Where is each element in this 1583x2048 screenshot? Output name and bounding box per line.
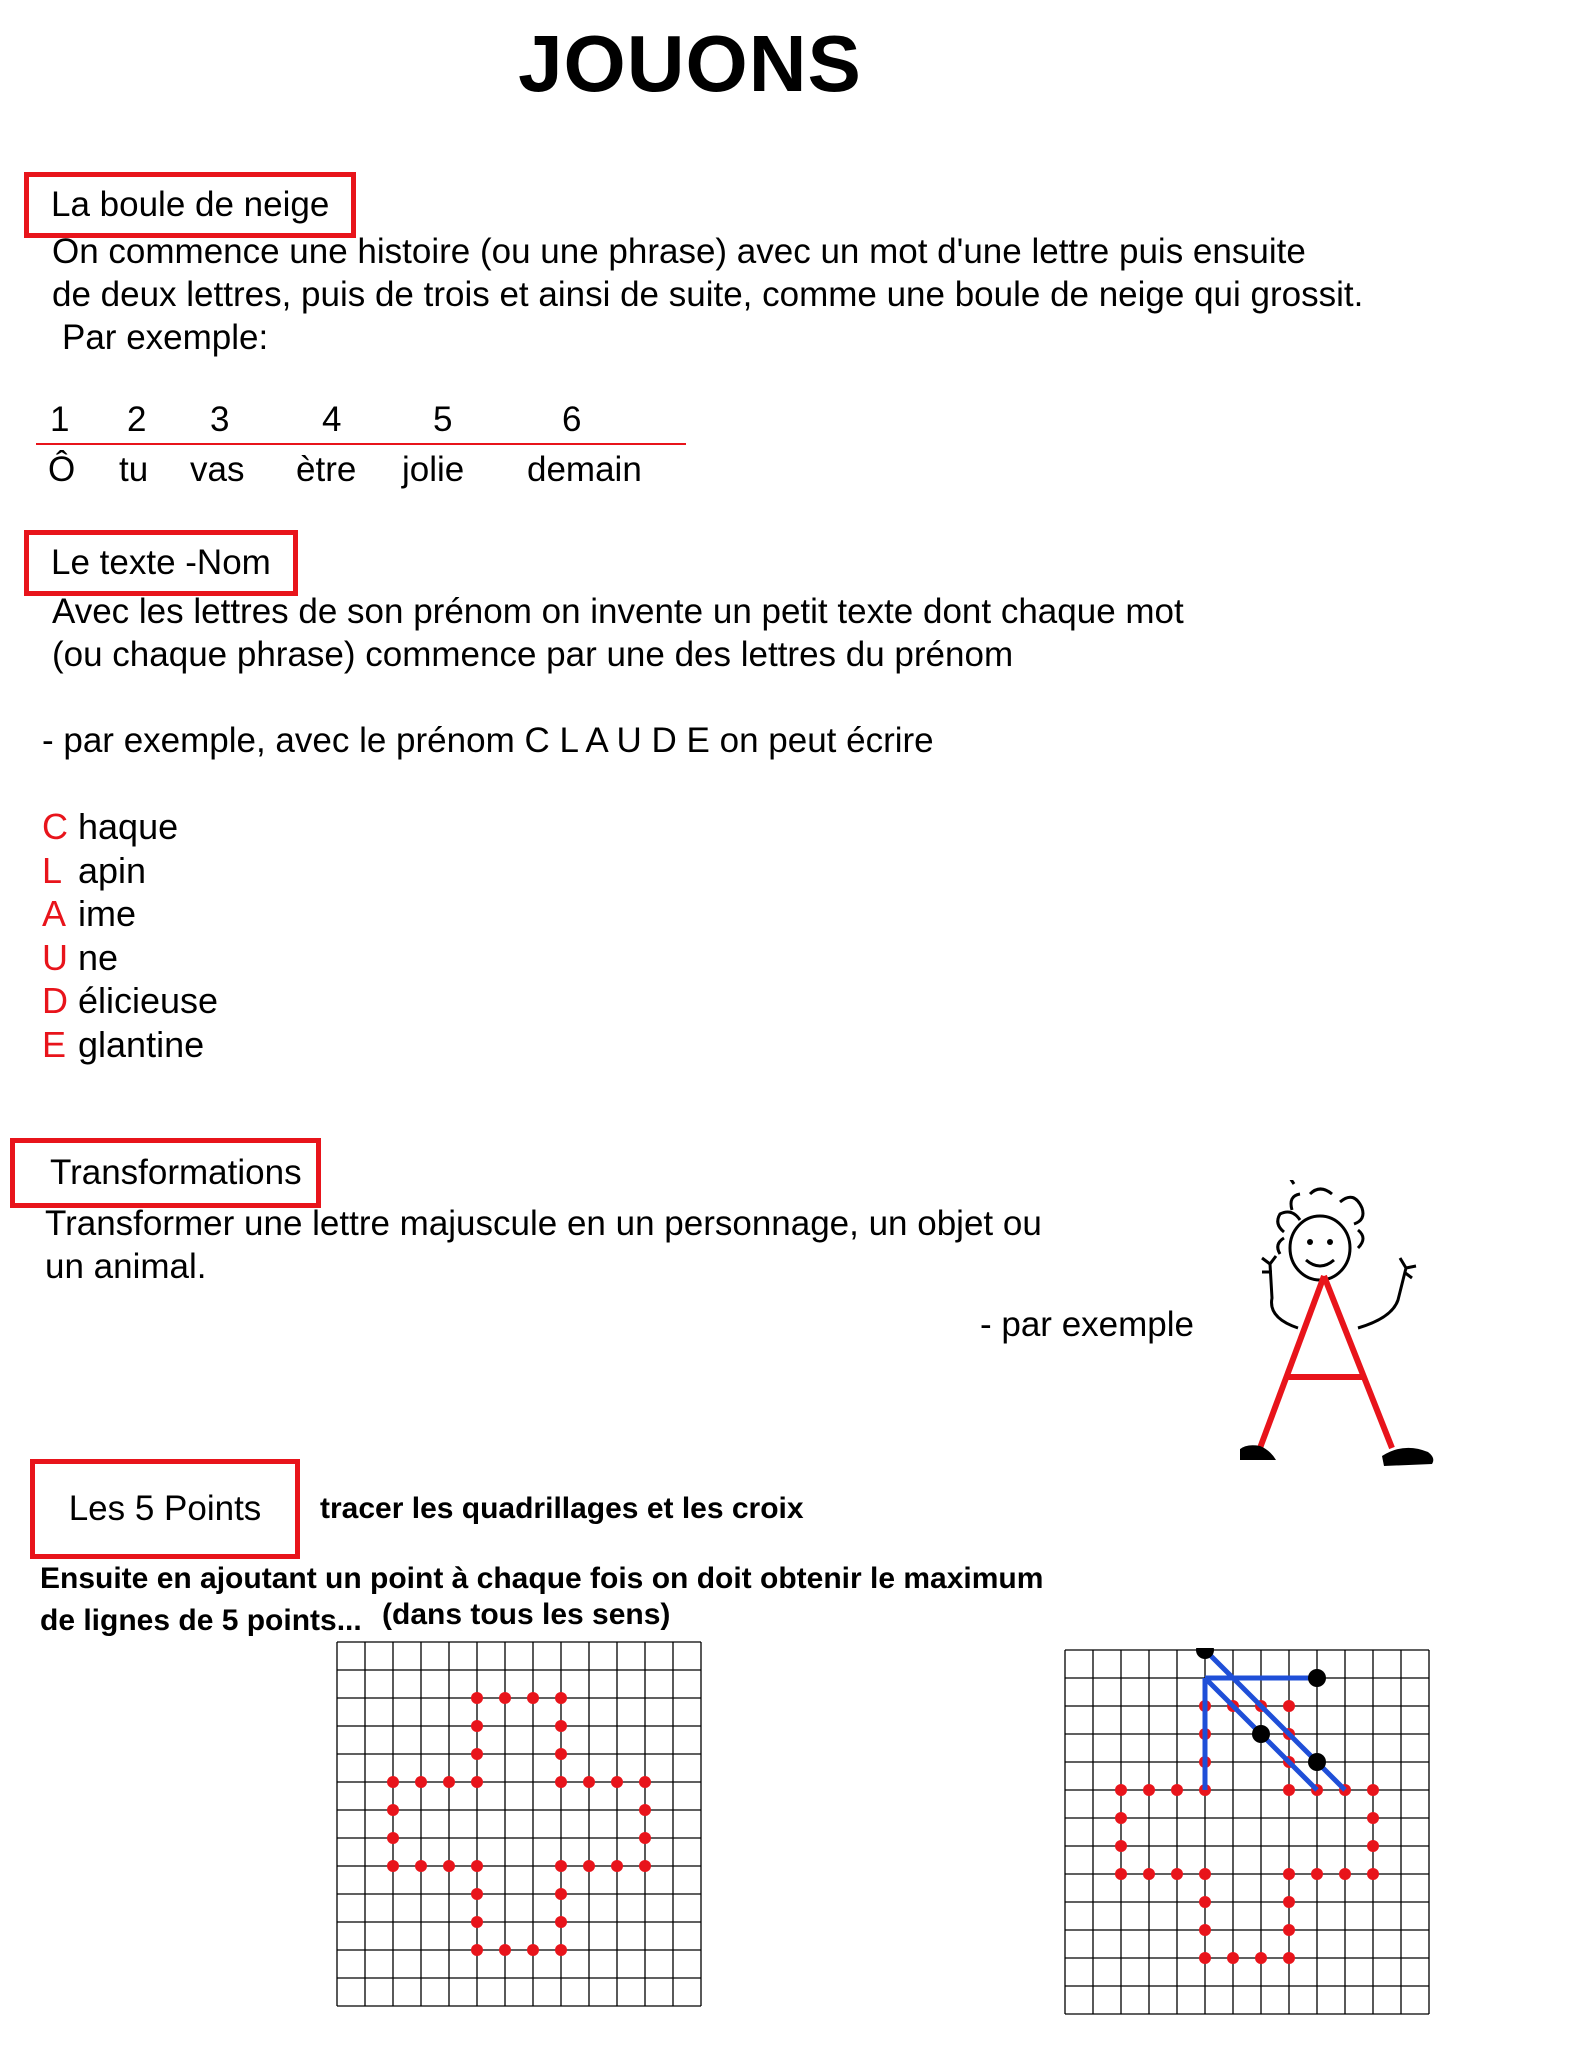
acrostic-item [42,979,218,1023]
grid-point [583,1776,595,1788]
number-3: 3 [210,400,230,439]
grid-point [527,1692,539,1704]
grid-point [1308,1753,1326,1771]
grid-point [1255,1952,1267,1964]
points-text-line1: Ensuite en ajoutant un point à chaque fois on doit obtenir le maximum [40,1562,1044,1595]
grid-point [471,1860,483,1872]
grid-point [387,1860,399,1872]
word-row [0,450,700,495]
grid-point [1227,1952,1239,1964]
word-3: vas [190,450,245,489]
word-1: Ô [48,450,76,489]
acrostic-item [42,805,218,849]
grid-point [639,1832,651,1844]
grid-point [639,1860,651,1872]
grid-point [611,1776,623,1788]
page-title: JOUONS [518,19,862,108]
grid-point [1143,1784,1155,1796]
grid-point [1339,1868,1351,1880]
acrostic-list [42,805,218,1066]
grid-point [387,1804,399,1816]
grid-point [555,1776,567,1788]
boule-text-line1: On commence une histoire (ou une phrase) avec un mot d'une lettre puis ensuite [52,232,1306,271]
grid-point [471,1748,483,1760]
acrostic-item [42,892,218,936]
transfo-example: - par exemple [980,1305,1194,1344]
acrostic-word: ime [78,893,137,934]
acrostic-item [42,1023,218,1067]
number-4: 4 [322,400,342,439]
grid-point [555,1888,567,1900]
grid-point [1283,1700,1295,1712]
grid-point [1283,1868,1295,1880]
word-2: tu [119,450,149,489]
grid-point [1367,1784,1379,1796]
acrostic-letter: L [42,849,63,891]
grid-point [1311,1868,1323,1880]
left-shoe-icon [1240,1445,1276,1460]
grid-point [1199,1896,1211,1908]
left-arm-icon [1262,1256,1298,1328]
grid-point [1143,1868,1155,1880]
points-text-line2b: (dans tous les sens) [382,1598,671,1631]
grid-point [471,1720,483,1732]
grid-point [1115,1812,1127,1824]
divider-line [36,443,686,445]
nom-text-line1: Avec les lettres de son prénom on invente un petit texte dont chaque mot [52,592,1184,631]
heading-texte-nom [24,530,298,596]
grid-point [1367,1840,1379,1852]
word-5: jolie [402,450,465,489]
word-4: ètre [296,450,357,489]
grid-point [639,1804,651,1816]
grid-point [471,1944,483,1956]
acrostic-item [42,936,218,980]
nom-example: - par exemple, avec le prénom C L A U D E on peut écrire [42,721,934,760]
added-line [1205,1650,1345,1790]
grid-point [443,1860,455,1872]
heading-label: Le texte -Nom [51,543,271,582]
number-5: 5 [433,400,453,439]
number-row [0,400,700,445]
grid-point [639,1776,651,1788]
heading-boule-de-neige [24,172,356,238]
grid-point [611,1860,623,1872]
heading-5-points [30,1459,300,1559]
grid-point [555,1916,567,1928]
points-text-line2: de lignes de 5 points... [40,1604,362,1637]
acrostic-letter: E [42,1023,67,1065]
grid-point [471,1776,483,1788]
grid-point [1283,1924,1295,1936]
grid-point [387,1832,399,1844]
grid-cross-start [335,1640,709,2012]
grid-point [1199,1868,1211,1880]
number-1: 1 [50,400,70,439]
acrostic-letter: D [42,980,68,1021]
heading-label: Les 5 Points [68,1489,262,1528]
grid-point [1171,1784,1183,1796]
grid-point [555,1860,567,1872]
grid-point [555,1748,567,1760]
grid-point [1308,1669,1326,1687]
grid-point [387,1776,399,1788]
acrostic-word: haque [78,806,179,847]
grid-point [527,1944,539,1956]
transfo-text-line2: un animal. [45,1247,207,1286]
grid-point [471,1888,483,1900]
grid-point [555,1720,567,1732]
grid-point [1367,1812,1379,1824]
boule-text-line3: Par exemple: [62,318,269,357]
grid-point [1199,1924,1211,1936]
grid-point [443,1776,455,1788]
grid-point [471,1692,483,1704]
mouth-icon [1306,1260,1334,1266]
acrostic-word: ne [78,936,119,978]
grid-point [1283,1896,1295,1908]
grid-point [1115,1840,1127,1852]
eye-icon [1327,1239,1333,1245]
acrostic-letter: A [42,893,67,934]
grid-point [415,1860,427,1872]
acrostic-word: élicieuse [78,980,219,1021]
number-6: 6 [562,400,582,439]
transfo-text-line1: Transformer une lettre majuscule en un personnage, un objet ou [45,1204,1042,1243]
grid-point [471,1916,483,1928]
acrostic-letter: U [42,936,68,978]
acrostic-letter: C [42,806,68,847]
grid-point [1199,1952,1211,1964]
grid-point [499,1692,511,1704]
grid-point [1171,1868,1183,1880]
heading-transformations [10,1138,321,1208]
grid-point [1283,1784,1295,1796]
right-arm-icon [1358,1258,1416,1328]
grid-point [583,1860,595,1872]
grid-cross-example [1063,1648,1437,2020]
grid-point [1252,1725,1270,1743]
heading-label: La boule de neige [51,185,330,224]
letter-a-shape-icon [1260,1276,1392,1448]
grid-point [555,1944,567,1956]
head-icon [1290,1216,1350,1280]
nom-text-line2: (ou chaque phrase) commence par une des lettres du prénom [52,635,1014,674]
grid-point [1115,1868,1127,1880]
grid-point [1283,1952,1295,1964]
grid-point [1367,1868,1379,1880]
word-6: demain [527,450,642,489]
eye-icon [1307,1239,1313,1245]
right-shoe-icon [1382,1448,1433,1466]
number-2: 2 [127,400,147,439]
acrostic-word: glantine [78,1023,205,1065]
grid-point [499,1944,511,1956]
grid-point [1115,1784,1127,1796]
acrostic-word: apin [78,849,147,891]
letter-a-character-illustration [1240,1180,1540,1480]
acrostic-item [42,849,218,893]
grid-point [555,1692,567,1704]
points-subtitle: tracer les quadrillages et les croix [320,1492,804,1525]
grid-point [415,1776,427,1788]
boule-text-line2: de deux lettres, puis de trois et ainsi de suite, comme une boule de neige qui grossit. [52,275,1364,314]
heading-label: Transformations [50,1153,302,1192]
